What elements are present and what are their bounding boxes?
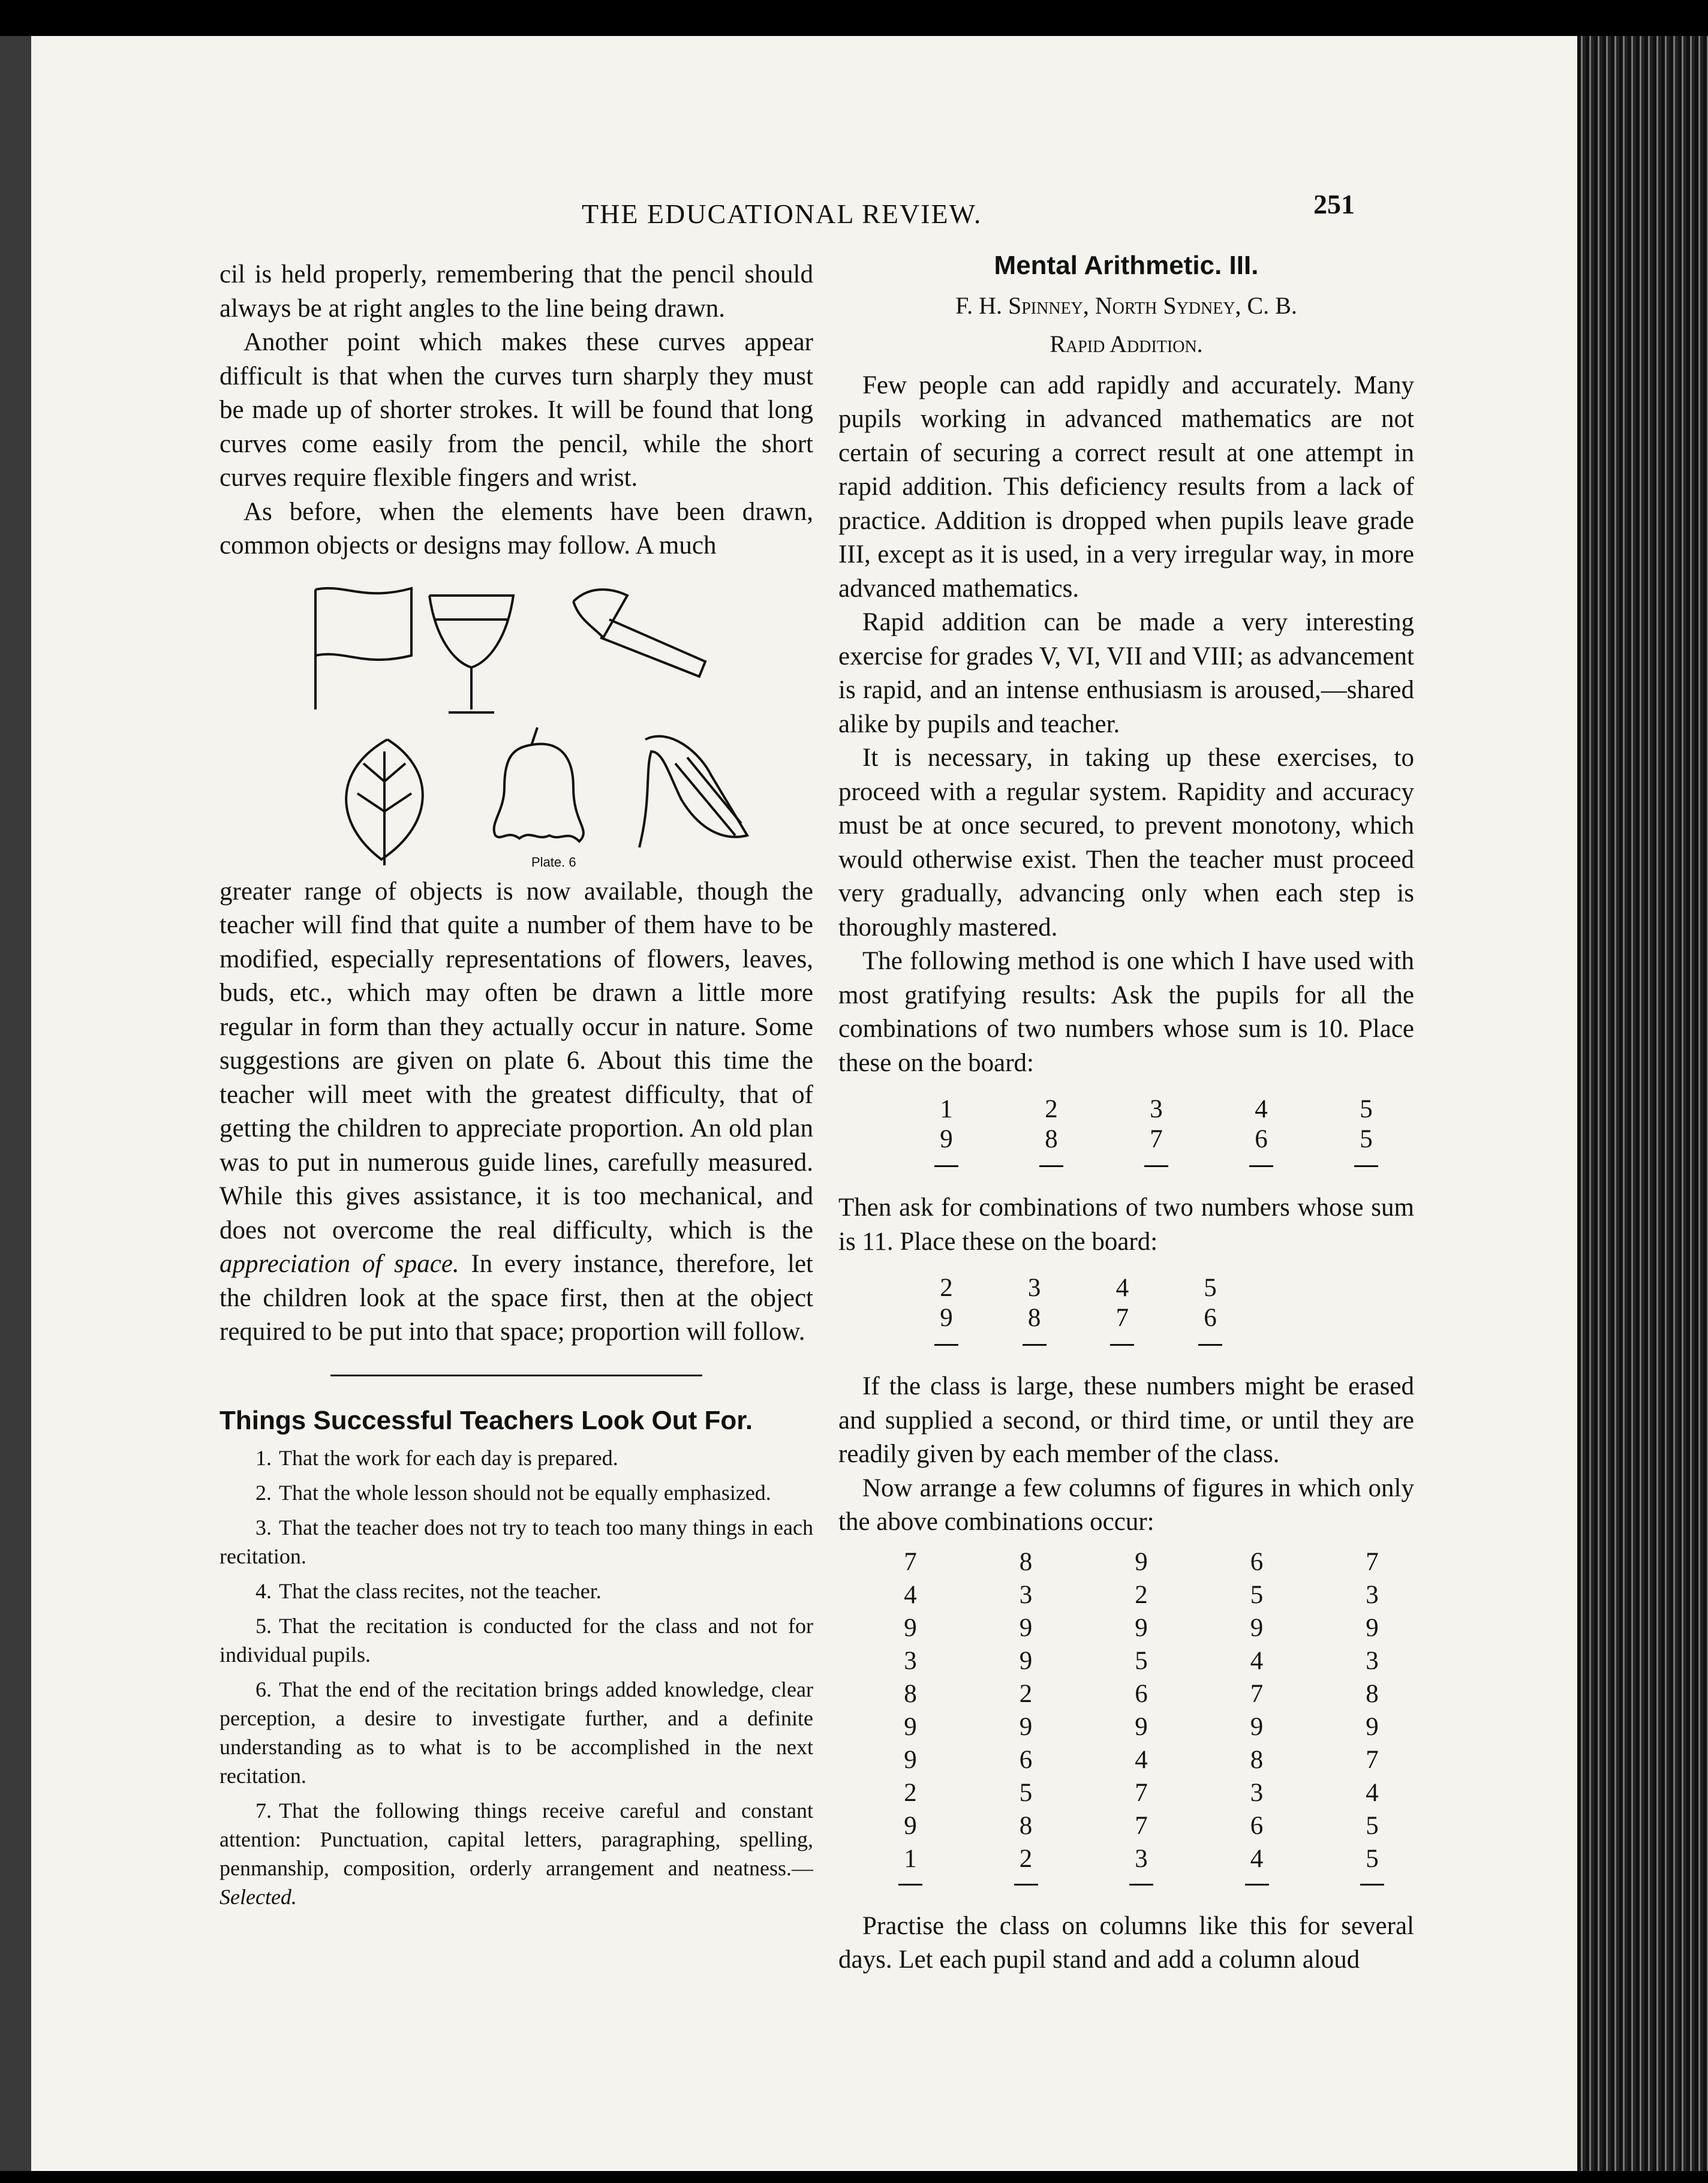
flag-drawing [315,588,411,709]
plate-6-illustration [291,572,807,871]
digit: 9 [1019,1712,1033,1741]
digit: 9 [1366,1712,1379,1741]
number-pair: 3 7 [1132,1094,1180,1167]
paragraph: Rapid addition can be made a very interesting exercise for grades V, VI, VII and VIII; as advancement is rapid, and an intense enthusiasm is aroused,—shared alike by pupils and teacher. [838,608,1414,738]
digit: 3 [1019,1580,1033,1609]
digit: 9 [1019,1613,1033,1642]
paragraph: Now arrange a few columns of figures in which only the above combinations occur: [838,1474,1414,1536]
sum-line [1360,1884,1384,1886]
page-number: 251 [1313,189,1355,219]
digit: 9 [904,1745,917,1774]
digit: 4 [1250,1646,1264,1675]
digit-column [1123,1545,1159,1886]
tip-item: 4. That the class recites, not the teacher. [255,1579,602,1603]
digit: 9 [904,1712,917,1741]
addition-columns [892,1545,1390,1886]
paragraph: greater range of objects is now available, though the teacher will find that quite a number of them have to be modified, especially representations of flowers, leaves, buds, etc., which may often be drawn a little more regular in form than they actually occur in nature. Some suggestions are given on plate 6. About this time the teacher will meet with the greatest difficulty, that of getting the children to appreciate proportion. An old plan was to put in numerous guide lines, carefully measured. While this gives assistance, it is too mechanical, and does not overcome the real difficulty, which is the appreciation of space. In every instance, therefore, let the children look at the space first, then at the object required to be put into that space; proportion will follow. [219,877,813,1346]
digit: 4 [904,1580,917,1609]
number-pair: 5 5 [1342,1094,1390,1167]
number-pair: 4 7 [1098,1273,1146,1346]
digit: 9 [1135,1613,1148,1642]
left-column [219,258,813,1917]
paragraph: It is necessary, in taking up these exercises, to proceed with a regular system. Rapidity and accuracy must be at once secured, to prevent monotony, which would otherwise exist. Then the teacher must proceed very gradually, advancing only when each step is thoroughly mastered. [838,744,1414,942]
digit: 8 [1019,1811,1033,1840]
bell-flower-drawing [494,727,584,841]
page-header [0,186,1708,234]
digit: 8 [1250,1745,1264,1774]
right-column [838,249,1414,1977]
digit: 8 [904,1679,917,1708]
digit: 5 [1366,1844,1379,1873]
digit: 3 [1250,1778,1264,1807]
sum-line [898,1884,922,1886]
digit-column [1354,1545,1390,1886]
section-title: Things Successful Teachers Look Out For. [219,1405,753,1435]
paragraph: Then ask for combinations of two numbers whose sum is 11. Place these on the board: [838,1193,1414,1256]
digit: 5 [1366,1811,1379,1840]
axe-drawing [573,590,705,676]
digit-column [1008,1545,1044,1886]
digit: 9 [1250,1712,1264,1741]
digit: 8 [1019,1547,1033,1576]
subheading: Rapid Addition. [1050,330,1203,357]
digit: 7 [1250,1679,1264,1708]
number-pair: 2 9 [922,1273,970,1346]
digit: 2 [1019,1679,1033,1708]
book-edge [1577,36,1708,2171]
digit: 2 [904,1778,917,1807]
paragraph: The following method is one which I have used with most gratifying results: Ask the pupils for all the combinations of two numbers whose sum is 10. Place these on the board: [838,947,1414,1077]
tip-item: 1. That the work for each day is prepared. [255,1446,618,1470]
pairs-sum-10 [922,1094,1390,1167]
tip-item: 2. That the whole lesson should not be equally emphasized. [255,1481,771,1505]
digit: 5 [1250,1580,1264,1609]
digit: 9 [1019,1646,1033,1675]
number-pair: 1 9 [922,1094,970,1167]
digit: 7 [1135,1778,1148,1807]
digit: 9 [904,1811,917,1840]
tip-item: 5. That the recitation is conducted for the class and not for individual pupils. [219,1614,813,1667]
digit: 5 [1019,1778,1033,1807]
sum-line [1245,1884,1269,1886]
tip-item: 7. That the following things receive careful and constant attention: Punctuation, capital letters, paragraphing, spelling, penmanship, composition, orderly arrangement and neatness.—Selected. [219,1799,813,1909]
digit-column [892,1545,928,1886]
digit: 7 [1366,1547,1379,1576]
digit: 9 [1135,1712,1148,1741]
digit: 3 [1366,1646,1379,1675]
bud-drawing [639,736,747,847]
paragraph: Few people can add rapidly and accurately. Many pupils working in advanced mathematics are not certain of securing a correct result at one attempt in rapid addition. This deficiency results from a lack of practice. Addition is dropped when pupils leave grade III, except as it is used, in a very irregular way, in more advanced mathematics. [838,371,1414,603]
digit: 6 [1135,1679,1148,1708]
digit: 5 [1135,1646,1148,1675]
digit: 9 [1135,1547,1148,1576]
digit: 3 [1135,1844,1148,1873]
digit: 9 [1366,1613,1379,1642]
digit: 4 [1366,1778,1379,1807]
digit: 3 [1366,1580,1379,1609]
left-page-shadow [0,36,36,2171]
digit: 9 [1250,1613,1264,1642]
number-pair: 3 8 [1011,1273,1059,1346]
pairs-sum-11 [922,1273,1234,1346]
digit: 8 [1366,1679,1379,1708]
digit: 6 [1250,1811,1264,1840]
section-divider [330,1375,702,1376]
digit: 6 [1019,1745,1033,1774]
digit-column [1239,1545,1275,1886]
digit: 2 [1019,1844,1033,1873]
digit: 7 [904,1547,917,1576]
paragraph: Practise the class on columns like this for several days. Let each pupil stand and add a column aloud [838,1911,1414,1974]
plate-label: Plate. 6 [531,854,576,870]
tip-item: 6. That the end of the recitation brings added knowledge, clear perception, a desire to investigate further, and a definite understanding as to what is to be accomplished in the next recitation. [219,1677,813,1788]
number-pair: 2 8 [1027,1094,1075,1167]
tips-list [219,1444,813,1911]
sum-line [1014,1884,1038,1886]
digit: 7 [1135,1811,1148,1840]
paragraph: Another point which makes these curves appear difficult is that when the curves turn sharply they must be made up of shorter strokes. It will be found that long curves come easily from the pencil, while the short curves require flexible fingers and wrist. [219,328,813,492]
sum-line [1129,1884,1153,1886]
article-title: Mental Arithmetic. III. [994,251,1259,280]
byline: F. H. Spinney, North Sydney, C. B. [955,291,1297,319]
digit: 4 [1250,1844,1264,1873]
digit: 1 [904,1844,917,1873]
paragraph: cil is held properly, remembering that the pencil should always be at right angles to the line being drawn. [219,260,813,323]
digit: 7 [1366,1745,1379,1774]
number-pair: 5 6 [1186,1273,1234,1346]
digit: 4 [1135,1745,1148,1774]
tip-item: 3. That the teacher does not try to teach too many things in each recitation. [219,1516,813,1568]
digit: 9 [904,1613,917,1642]
digit: 3 [904,1646,917,1675]
digit: 6 [1250,1547,1264,1576]
number-pair: 4 6 [1237,1094,1285,1167]
paragraph: If the class is large, these numbers might be erased and supplied a second, or third time, or until they are readily given by each member of the class. [838,1372,1414,1468]
digit: 2 [1135,1580,1148,1609]
leaf-drawing [346,739,423,865]
paragraph: As before, when the elements have been drawn, common objects or designs may follow. A much [219,497,813,560]
running-head: THE EDUCATIONAL REVIEW. [582,199,982,229]
goblet-drawing [429,596,513,712]
